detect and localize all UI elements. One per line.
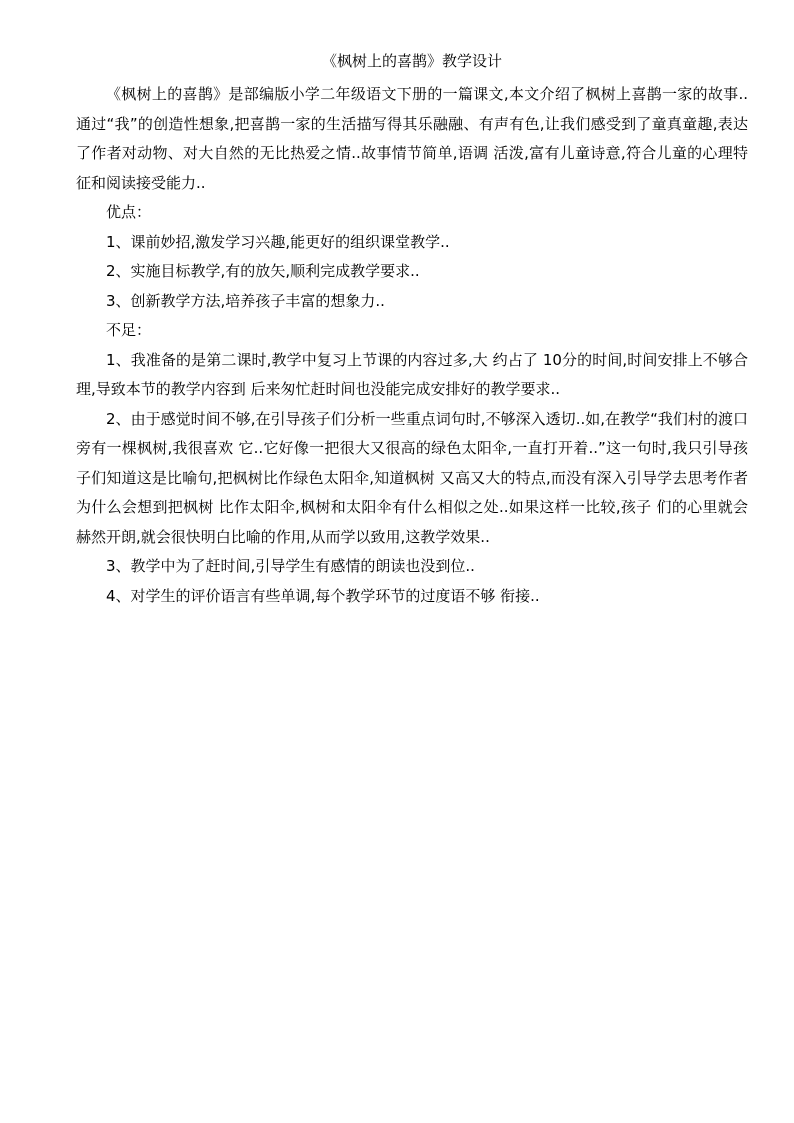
intro-paragraph: 《枫树上的喜鹊》是部编版小学二年级语文下册的一篇课文,本文介绍了枫树上喜鹊一家的故事..通过“我”的创造性想象,把喜鹊一家的生活描写得其乐融融、有声有色,让我们感受到了童真童趣,表达了作者对动物、对大自然的无比热爱之情..故事情节简单,语调 活泼,富有儿童诗意,符合儿童的心理特征和阅读接受能力..	[76, 85, 748, 192]
weakness-item-4: 4、对学生的评价语言有些单调,每个教学环节的过度语不够 衔接..	[106, 586, 540, 605]
strength-item-1: 1、课前妙招,激发学习兴趣,能更好的组织课堂教学..	[106, 232, 450, 251]
weakness-item-3: 3、教学中为了赶时间,引导学生有感情的朗读也没到位..	[106, 557, 475, 575]
weaknesses-heading: 不足：	[106, 321, 152, 339]
document-title: 《枫树上的喜鹊》教学设计	[321, 52, 502, 70]
weakness-item-2: 2、由于感觉时间不够,在引导孩子们分析一些重点词句时,不够深入透切..如,在教学“我们村的渡口旁有一棵枫树,我很喜欢 它..它好像一把很大又很高的绿色太阳伞,一直打开着..”这一句时,我只引导孩子们知道这是比喻句,把枫树比作绿色太阳伞,知道枫树 又高又大的特点,而没有深入引导学去思考作者为什么会想到把枫树 比作太阳伞,枫树和太阳伞有什么相似之处..如果这样一比较,孩子 们的心里就会赫然开朗,就会很快明白比喻的作用,从而学以致用,这教学效果..	[76, 409, 748, 546]
strengths-heading: 优点：	[106, 203, 152, 221]
strength-item-3: 3、创新教学方法,培养孩子丰富的想象力..	[106, 291, 385, 310]
weakness-item-1: 1、我准备的是第二课时,教学中复习上节课的内容过多,大 约占了 10分的时间,时间安排上不够合理,导致本节的教学内容到 后来匆忙赶时间也没能完成安排好的教学要求..	[76, 350, 748, 398]
strength-item-2: 2、实施目标教学,有的放矢,顺利完成教学要求..	[106, 262, 420, 280]
